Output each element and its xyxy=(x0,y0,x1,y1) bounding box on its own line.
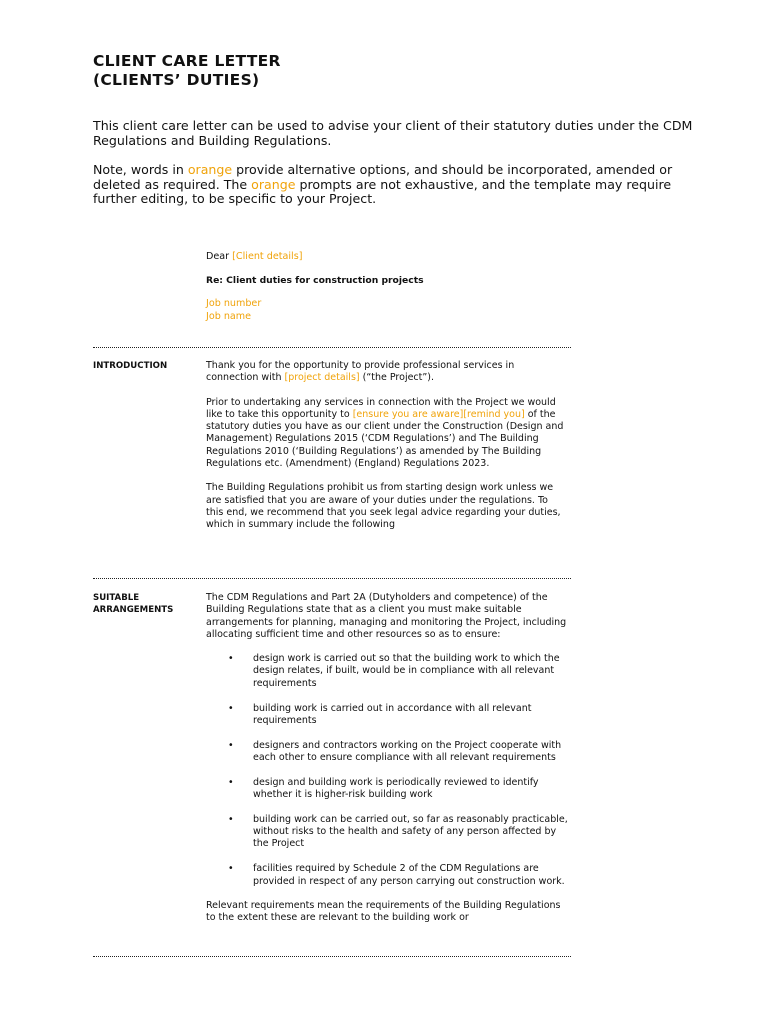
list-item-text: building work can be carried out, so far as reasonably practicable, without risks to the health and safety of any person affected by the Project xyxy=(253,813,568,850)
list-item-text: designers and contractors working on the Project cooperate with each other to ensure compliance with all relevant requirements xyxy=(253,739,562,763)
instructions-text: Note, words in xyxy=(93,162,188,178)
list-item-text: building work is carried out in accordance with all relevant requirements xyxy=(253,702,532,726)
bullet-icon: • xyxy=(228,702,234,714)
instructions-paragraph-2 xyxy=(93,163,693,207)
bullet-icon: • xyxy=(228,776,234,788)
job-name-placeholder: Job name xyxy=(206,311,252,322)
bullet-icon: • xyxy=(228,739,234,751)
instructions xyxy=(93,119,693,207)
body-text: of the statutory duties you have as our client under the Construction (Design and Management) Regulations 2015 (‘CDM Regulations’) and The Building Regulations 2010 (‘Building Regulations’) as amended by The Building Regulations etc. (Amendment) (England) Regulations 2023. xyxy=(206,408,564,470)
option-placeholder: [ensure you are aware][remind you] xyxy=(352,408,525,420)
bullet-icon: • xyxy=(228,653,234,665)
introduction-paragraph-3: The Building Regulations prohibit us from starting design work unless we are satisfied that you are aware of your duties under the regulations. To this end, we recommend that you seek legal advice regarding your duties, which in summary include the following xyxy=(206,482,561,531)
introduction-paragraph-2 xyxy=(206,397,568,471)
title-line-2: (CLIENTS’ DUTIES) xyxy=(93,71,260,89)
salutation xyxy=(206,251,302,263)
salutation-text: Dear xyxy=(206,251,233,262)
instructions-paragraph-1: This client care letter can be used to advise your client of their statutory duties under the CDM Regulations and Building Regulations. xyxy=(93,118,693,148)
project-details-placeholder: [project details] xyxy=(284,372,360,384)
duties-list xyxy=(206,653,568,888)
bullet-icon: • xyxy=(228,813,234,825)
section-label-suitable-arrangements xyxy=(93,592,173,617)
section-body-suitable-arrangements xyxy=(206,592,568,924)
list-item-text: design work is carried out so that the building work to which the design relates, if built, would be in compliance with all relevant requirements xyxy=(253,653,560,689)
list-item xyxy=(206,863,568,888)
instructions-text: prompts are not exhaustive, and the template may require further editing, to be specific to your Project. xyxy=(93,176,672,207)
label-line: SUITABLE xyxy=(93,593,140,603)
instructions-text: provide alternative options, and should be incorporated, amended or deleted as required. The xyxy=(93,162,673,192)
label-line: ARRANGEMENTS xyxy=(93,605,174,616)
list-item xyxy=(206,740,568,765)
list-item-text: facilities required by Schedule 2 of the CDM Regulations are provided in respect of any person carrying out construction work. xyxy=(253,863,565,887)
list-item-text: design and building work is periodically reviewed to identify whether it is higher-risk building work xyxy=(253,776,539,801)
section-body-introduction xyxy=(206,360,568,532)
job-number-placeholder: Job number xyxy=(206,298,262,309)
section-divider xyxy=(93,578,571,579)
orange-word: orange xyxy=(187,162,233,178)
suitable-paragraph-2: Relevant requirements mean the requirements of the Building Regulations to the extent these are relevant to the building work or xyxy=(206,899,561,924)
letter-subject: Re: Client duties for construction projects xyxy=(206,275,424,286)
introduction-paragraph-1 xyxy=(206,360,568,385)
document-title xyxy=(93,52,281,90)
body-text: Prior to undertaking any services in connection with the Project we would like to take this opportunity to xyxy=(206,396,556,420)
section-label-introduction: INTRODUCTION xyxy=(93,361,168,371)
title-line-1: CLIENT CARE LETTER xyxy=(93,52,281,70)
orange-word: orange xyxy=(251,176,296,192)
list-item xyxy=(206,777,568,802)
body-text: Thank you for the opportunity to provide professional services in connection with xyxy=(206,360,515,384)
section-divider xyxy=(93,956,571,957)
section-divider xyxy=(93,347,571,348)
list-item xyxy=(206,653,568,690)
list-item xyxy=(206,814,568,851)
client-details-placeholder: [Client details] xyxy=(232,251,303,262)
bullet-icon: • xyxy=(228,863,234,875)
suitable-paragraph-1: The CDM Regulations and Part 2A (Dutyholders and competence) of the Building Regulations state that as a client you must make suitable arrangements for planning, managing and monitoring the Project, including allocating sufficient time and other resources so as to ensure: xyxy=(206,592,567,640)
body-text: (“the Project”). xyxy=(359,372,435,384)
list-item xyxy=(206,703,568,728)
